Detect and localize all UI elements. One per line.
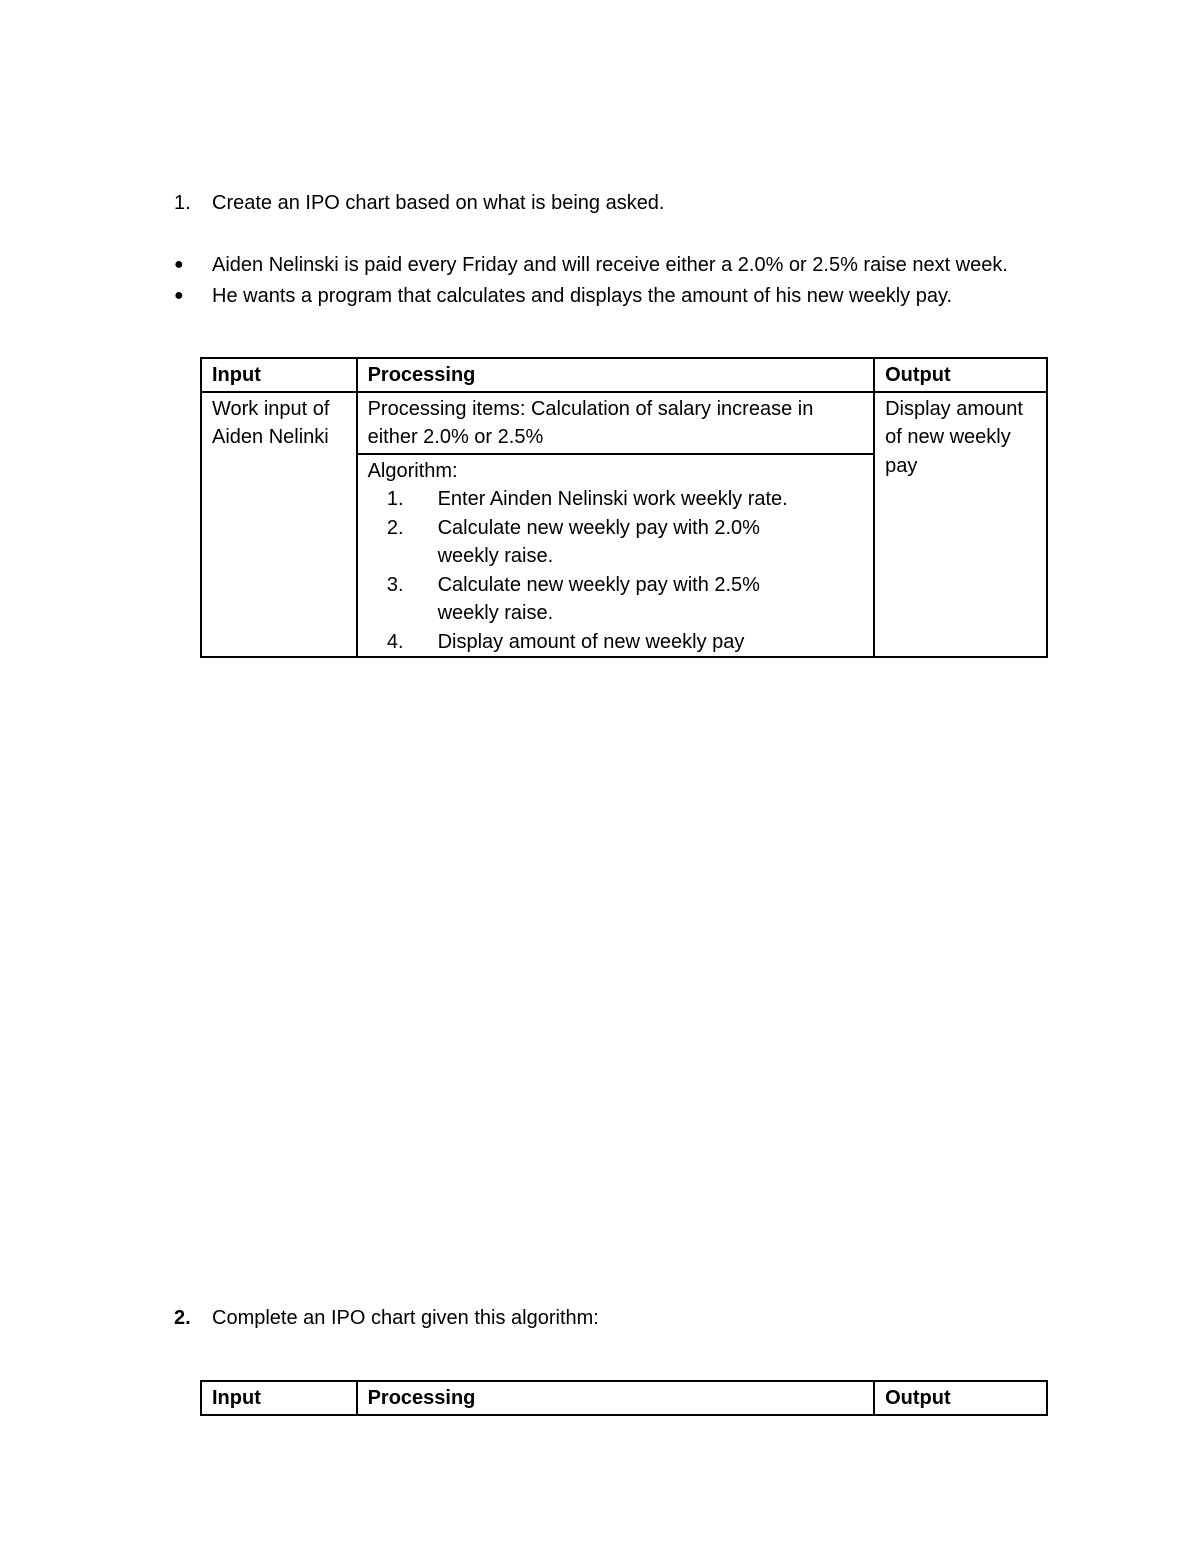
algorithm-step (368, 628, 864, 657)
question-2 (174, 1305, 599, 1331)
question-2-text: Complete an IPO chart given this algorithm: (212, 1307, 599, 1329)
question-1-number: 1. (174, 192, 191, 214)
header-output: Output (874, 358, 1047, 392)
algorithm-step-text: Calculate new weekly pay with 2.5% weekly raise. (437, 573, 760, 624)
bullet-text: He wants a program that calculates and displays the amount of his new weekly pay. (212, 285, 953, 307)
algorithm-step (368, 514, 864, 571)
algorithm-step-number: 3. (386, 573, 404, 596)
question-1 (174, 190, 665, 216)
algorithm-step (368, 571, 864, 628)
header-output: Output (874, 1381, 1047, 1415)
algorithm-step-text: Calculate new weekly pay with 2.0% weekly raise. (437, 516, 760, 567)
processing-items-cell: Processing items: Calculation of salary increase in either 2.0% or 2.5% (357, 392, 875, 454)
ipo-header-row (201, 1381, 1047, 1415)
ipo-chart-2 (200, 1380, 1048, 1416)
bullet-item (174, 283, 952, 309)
bullet-text: Aiden Nelinski is paid every Friday and will receive either a 2.0% or 2.5% raise next week. (212, 254, 1008, 276)
bullet-icon: ● (174, 287, 184, 304)
bullet-item (174, 252, 1008, 278)
algorithm-step (368, 485, 864, 514)
ipo-row (201, 392, 1047, 454)
algorithm-step-number: 2. (386, 516, 404, 539)
algorithm-list (368, 485, 864, 656)
algorithm-step-number: 4. (386, 630, 404, 653)
algorithm-step-text: Display amount of new weekly pay (437, 630, 745, 653)
question-1-text: Create an IPO chart based on what is being asked. (212, 192, 665, 214)
ipo-header-row (201, 358, 1047, 392)
algorithm-cell (357, 454, 875, 658)
input-cell: Work input of Aiden Nelinki (201, 392, 357, 658)
ipo-chart-1 (200, 357, 1048, 658)
algorithm-step-number: 1. (386, 488, 404, 510)
header-input: Input (201, 358, 357, 392)
algorithm-label: Algorithm: (367, 459, 458, 482)
bullet-icon: ● (174, 256, 184, 273)
header-input: Input (201, 1381, 357, 1415)
header-processing: Processing (357, 358, 875, 392)
output-cell: Display amount of new weekly pay (874, 392, 1047, 658)
algorithm-step-text: Enter Ainden Nelinski work weekly rate. (437, 488, 788, 510)
header-processing: Processing (357, 1381, 875, 1415)
question-2-number: 2. (174, 1307, 191, 1329)
